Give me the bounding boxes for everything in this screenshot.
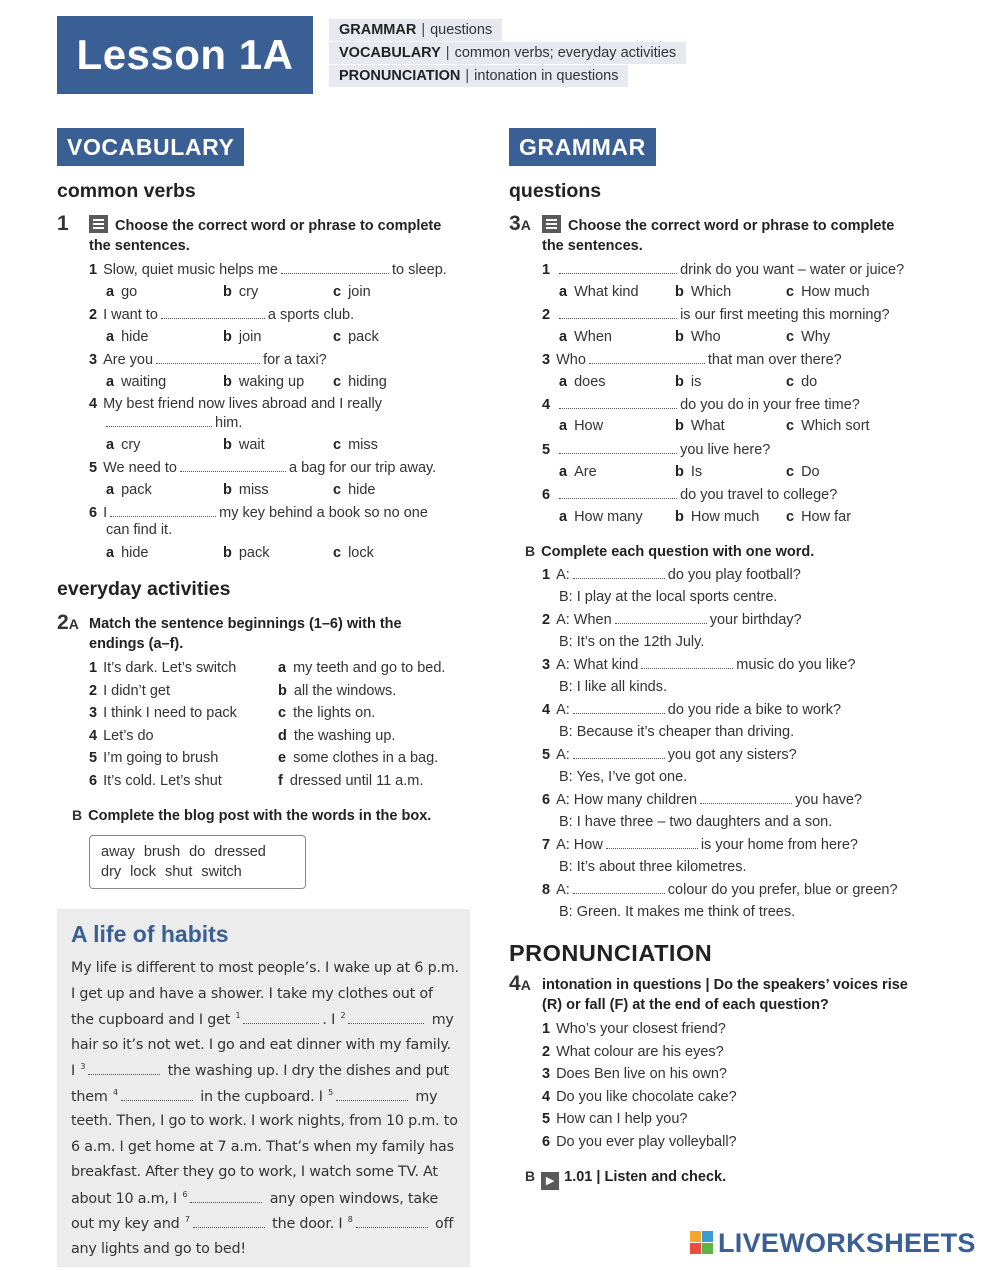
dialogue-a: 4 A: do you ride a bike to work? [542, 702, 842, 718]
exercise-instruction: B Complete the blog post with the words in the box. [72, 807, 432, 824]
question-item: 1 drink do you want – water or juice? [542, 262, 905, 278]
dialogue-b: B: I have three – two daughters and a son. [559, 814, 833, 830]
answer-blank[interactable] [641, 656, 733, 669]
option-c[interactable]: c How much [786, 284, 870, 300]
option-b[interactable]: b What [675, 418, 725, 434]
option-c[interactable]: c pack [333, 329, 379, 345]
pronunciation-item: 2 What colour are his eyes? [542, 1044, 724, 1060]
option-c[interactable]: c hide [333, 482, 376, 498]
option-c[interactable]: c join [333, 284, 371, 300]
option-a[interactable]: a go [106, 284, 138, 300]
logo-mark-icon [690, 1231, 714, 1255]
match-ending[interactable]: f dressed until 11 a.m. [278, 773, 424, 789]
blog-line: any lights and go to bed! [71, 1241, 246, 1257]
question-item: 5 you live here? [542, 442, 771, 458]
option-a[interactable]: a hide [106, 329, 149, 345]
answer-blank[interactable] [573, 566, 665, 579]
question-item-continued: him. [106, 414, 242, 431]
pronunciation-heading: PRONUNCIATION [509, 940, 713, 966]
exercise-instruction: B ▶ 1.01 | Listen and check. [525, 1166, 726, 1190]
answer-blank[interactable] [573, 701, 665, 714]
blog-title: A life of habits [71, 921, 229, 947]
dialogue-a: 7 A: How is your home from here? [542, 837, 858, 853]
option-a[interactable]: a pack [106, 482, 152, 498]
exercise-number: 4A [509, 972, 531, 995]
pronunciation-item: 3 Does Ben live on his own? [542, 1066, 727, 1082]
vocabulary-banner: VOCABULARY [57, 128, 244, 166]
match-beginning: 4 Let’s do [89, 728, 154, 744]
option-b[interactable]: b Which [675, 284, 732, 300]
answer-blank[interactable] [243, 1011, 319, 1024]
answer-blank[interactable] [190, 1190, 262, 1203]
answer-blank[interactable] [180, 459, 286, 472]
answer-blank[interactable] [573, 746, 665, 759]
pronunciation-item: 5 How can I help you? [542, 1111, 688, 1127]
match-ending[interactable]: e some clothes in a bag. [278, 750, 439, 766]
option-b[interactable]: b Who [675, 329, 721, 345]
book-icon [89, 215, 108, 233]
answer-blank[interactable] [336, 1088, 408, 1101]
option-a[interactable]: a How [559, 418, 604, 434]
answer-blank[interactable] [589, 351, 705, 364]
exercise-instruction: Choose the correct word or phrase to complete the sentences. [542, 215, 894, 256]
question-item-continued: can find it. [106, 522, 173, 538]
subheading-common-verbs: common verbs [57, 180, 196, 202]
question-item: 1 Slow, quiet music helps me to sleep. [89, 262, 447, 278]
dialogue-b: B: Green. It makes me think of trees. [559, 904, 796, 920]
blog-line: the cupboard and I get $^1$ . I $^2$ my [71, 1011, 454, 1028]
lesson-title: Lesson 1A [57, 16, 313, 94]
option-c[interactable]: c Do [786, 464, 820, 480]
blog-line: teeth. Then, I go to work. I work nights, from 10 p.m. to [71, 1113, 458, 1129]
answer-blank[interactable] [559, 441, 677, 454]
dialogue-a: 5 A: you got any sisters? [542, 747, 797, 763]
answer-blank[interactable] [559, 306, 677, 319]
topic-grammar: GRAMMAR | questions [329, 19, 502, 41]
question-item: 5 We need to a bag for our trip away. [89, 460, 437, 476]
dialogue-b: B: I like all kinds. [559, 679, 667, 695]
book-icon [542, 215, 561, 233]
blog-line: out my key and $^7$ the door. I $^8$ off [71, 1215, 454, 1232]
option-a[interactable]: a waiting [106, 374, 167, 390]
dialogue-b: B: Because it’s cheaper than driving. [559, 724, 795, 740]
option-a[interactable]: a What kind [559, 284, 639, 300]
dialogue-b: B: Yes, I’ve got one. [559, 769, 688, 785]
dialogue-a: 6 A: How many children you have? [542, 792, 863, 808]
option-a[interactable]: a hide [106, 545, 149, 561]
option-b[interactable]: b is [675, 374, 702, 390]
grammar-banner: GRAMMAR [509, 128, 656, 166]
option-c[interactable]: c lock [333, 545, 374, 561]
answer-blank[interactable] [606, 836, 698, 849]
audio-icon[interactable]: ▶ [541, 1172, 559, 1190]
option-b[interactable]: b wait [223, 437, 265, 453]
option-a[interactable]: a How many [559, 509, 643, 525]
match-ending[interactable]: d the washing up. [278, 728, 396, 744]
option-c[interactable]: c How far [786, 509, 852, 525]
option-b[interactable]: b pack [223, 545, 270, 561]
option-a[interactable]: a does [559, 374, 606, 390]
match-ending[interactable]: b all the windows. [278, 683, 397, 699]
pronunciation-item: 6 Do you ever play volleyball? [542, 1134, 737, 1150]
dialogue-a: 8 A: colour do you prefer, blue or green? [542, 882, 898, 898]
exercise-number: 3A [509, 212, 531, 235]
option-c[interactable]: c miss [333, 437, 378, 453]
match-ending[interactable]: c the lights on. [278, 705, 376, 721]
exercise-instruction: intonation in questions | Do the speakers’ voices rise (R) or fall (F) at the end of each question? [542, 977, 908, 1013]
option-c[interactable]: c hiding [333, 374, 387, 390]
blog-line: breakfast. After they go to work, I watch some TV. At [71, 1164, 438, 1180]
subheading-questions: questions [509, 180, 602, 202]
blog-line: My life is different to most people’s. I wake up at 6 p.m. [71, 960, 459, 976]
blog-line: I $^3$ the washing up. I dry the dishes and put [71, 1062, 449, 1079]
match-ending[interactable]: a my teeth and go to bed. [278, 660, 446, 676]
pronunciation-item: 1 Who’s your closest friend? [542, 1021, 726, 1037]
match-beginning: 2 I didn’t get [89, 683, 170, 699]
blog-line: hair so it’s not wet. I go and eat dinner with my family. [71, 1037, 451, 1053]
option-b[interactable]: b Is [675, 464, 703, 480]
question-item: 4 My best friend now lives abroad and I really [89, 396, 382, 412]
option-a[interactable]: a When [559, 329, 612, 345]
option-b[interactable]: b waking up [223, 374, 305, 390]
liveworksheets-logo: LIVEWORKSHEETS [690, 1228, 976, 1259]
option-b[interactable]: b cry [223, 284, 259, 300]
answer-blank[interactable] [106, 414, 212, 427]
dialogue-b: B: It’s about three kilometres. [559, 859, 747, 875]
match-beginning: 5 I’m going to brush [89, 750, 219, 766]
dialogue-b: B: It’s on the 12th July. [559, 634, 705, 650]
question-item: 2 I want to a sports club. [89, 307, 355, 323]
exercise-instruction: B Complete each question with one word. [525, 543, 815, 560]
match-beginning: 6 It’s cold. Let’s shut [89, 773, 222, 789]
match-beginning: 3 I think I need to pack [89, 705, 237, 721]
blog-line: I get up and have a shower. I take my clothes out of [71, 986, 433, 1002]
question-item: 2 is our first meeting this morning? [542, 307, 890, 323]
topic-vocabulary: VOCABULARY | common verbs; everyday activities [329, 42, 686, 64]
answer-blank[interactable] [700, 791, 792, 804]
exercise-instruction: Choose the correct word or phrase to complete the sentences. [89, 215, 441, 256]
answer-blank[interactable] [348, 1011, 424, 1024]
blog-line: them $^4$ in the cupboard. I $^5$ my [71, 1088, 438, 1105]
answer-blank[interactable] [110, 504, 216, 517]
question-item: 3 Who that man over there? [542, 352, 842, 368]
answer-blank[interactable] [88, 1062, 160, 1075]
option-b[interactable]: b miss [223, 482, 269, 498]
answer-blank[interactable] [559, 486, 677, 499]
answer-blank[interactable] [559, 261, 677, 274]
blog-line: 6 a.m. I get home at 7 a.m. That’s when my family has [71, 1139, 454, 1155]
answer-blank[interactable] [615, 611, 707, 624]
pronunciation-item: 4 Do you like chocolate cake? [542, 1089, 737, 1105]
dialogue-b: B: I play at the local sports centre. [559, 589, 778, 605]
question-item: 3 Are you for a taxi? [89, 352, 327, 368]
option-c[interactable]: c do [786, 374, 818, 390]
blog-line: about 10 a.m, I $^6$ any open windows, take [71, 1190, 439, 1207]
question-item: 6 I my key behind a book so no one [89, 505, 428, 521]
question-item: 4 do you do in your free time? [542, 397, 860, 413]
exercise-number: 2A [57, 611, 79, 634]
option-c[interactable]: c Why [786, 329, 831, 345]
option-a[interactable]: a cry [106, 437, 141, 453]
answer-blank[interactable] [161, 306, 265, 319]
option-c[interactable]: c Which sort [786, 418, 870, 434]
word-box: away brush do dressed dry lock shut switch [89, 835, 306, 889]
subheading-everyday-activities: everyday activities [57, 578, 231, 600]
question-item: 6 do you travel to college? [542, 487, 838, 503]
dialogue-a: 3 A: What kind music do you like? [542, 657, 856, 673]
exercise-instruction: Match the sentence beginnings (1–6) with the endings (a–f). [89, 616, 402, 652]
topic-pronunciation: PRONUNCIATION | intonation in questions [329, 65, 628, 87]
match-beginning: 1 It’s dark. Let’s switch [89, 660, 237, 676]
option-b[interactable]: b How much [675, 509, 760, 525]
dialogue-a: 1 A: do you play football? [542, 567, 801, 583]
dialogue-a: 2 A: When your birthday? [542, 612, 802, 628]
answer-blank[interactable] [193, 1215, 265, 1228]
answer-blank[interactable] [573, 881, 665, 894]
answer-blank[interactable] [156, 351, 260, 364]
option-a[interactable]: a Are [559, 464, 597, 480]
answer-blank[interactable] [281, 261, 389, 274]
answer-blank[interactable] [559, 396, 677, 409]
answer-blank[interactable] [121, 1088, 193, 1101]
exercise-number: 1 [57, 212, 69, 235]
option-b[interactable]: b join [223, 329, 262, 345]
answer-blank[interactable] [356, 1215, 428, 1228]
